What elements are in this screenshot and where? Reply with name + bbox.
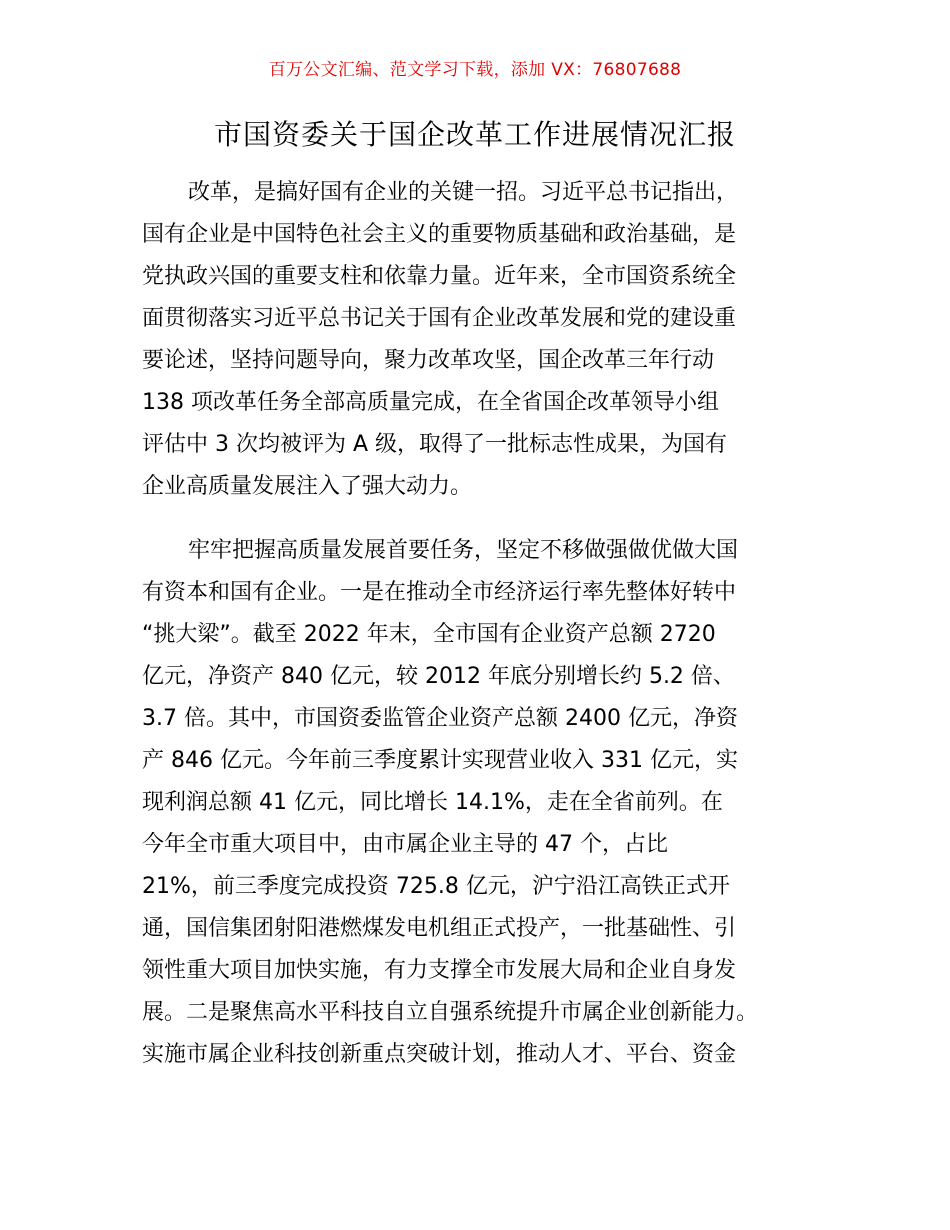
paragraph-development <box>142 530 822 1076</box>
paragraph-line: 改革，是搞好国有企业的关键一招。习近平总书记指出， <box>188 180 739 205</box>
paragraph-line: 21%，前三季度完成投资 725.8 亿元，沪宁沿江高铁正式开 <box>142 874 730 899</box>
document-title: 市国资委关于国企改革工作进展情况汇报 <box>213 118 736 151</box>
paragraph-line: 现利润总额 41 亿元，同比增长 14.1%，走在全省前列。在 <box>142 790 723 815</box>
paragraph-line: 实施市属企业科技创新重点突破计划，推动人才、平台、资金 <box>142 1042 737 1067</box>
paragraph-line: 展。二是聚焦高水平科技自立自强系统提升市属企业创新能力。 <box>142 1000 759 1025</box>
paragraph-intro <box>142 172 822 508</box>
paragraph-line: 党执政兴国的重要支柱和依靠力量。近年来，全市国资系统全 <box>142 264 737 289</box>
paragraph-line: 国有企业是中国特色社会主义的重要物质基础和政治基础，是 <box>142 222 737 247</box>
paragraph-line: 企业高质量发展注入了强大动力。 <box>142 474 473 499</box>
paragraph-line: 138 项改革任务全部高质量完成，在全省国企改革领导小组 <box>142 390 719 415</box>
paragraph-line: 产 846 亿元。今年前三季度累计实现营业收入 331 亿元，实 <box>142 748 738 773</box>
paragraph-line: 通，国信集团射阳港燃煤发电机组正式投产，一批基础性、引 <box>142 916 737 941</box>
paragraph-line: 有资本和国有企业。一是在推动全市经济运行率先整体好转中 <box>142 580 737 605</box>
paragraph-line: 牢牢把握高质量发展首要任务，坚定不移做强做优做大国 <box>188 538 739 563</box>
paragraph-line: 领性重大项目加快实施，有力支撑全市发展大局和企业自身发 <box>142 958 737 983</box>
paragraph-line: 3.7 倍。其中，市国资委监管企业资产总额 2400 亿元，净资 <box>142 706 738 731</box>
paragraph-line: 评估中 3 次均被评为 A 级，取得了一批标志性成果，为国有 <box>142 432 728 457</box>
paragraph-line: 要论述，坚持问题导向，聚力改革攻坚，国企改革三年行动 <box>142 348 715 373</box>
paragraph-line: 今年全市重大项目中，由市属企业主导的 47 个，占比 <box>142 832 668 857</box>
paragraph-line: 面贯彻落实习近平总书记关于国有企业改革发展和党的建设重 <box>142 306 737 331</box>
promo-header-note: 百万公文汇编、范文学习下载，添加 VX：76807688 <box>268 60 682 80</box>
paragraph-line: “挑大梁”。截至 2022 年末，全市国有企业资产总额 2720 <box>142 622 716 647</box>
paragraph-line: 亿元，净资产 840 亿元，较 2012 年底分别增长约 5.2 倍、 <box>142 664 735 689</box>
